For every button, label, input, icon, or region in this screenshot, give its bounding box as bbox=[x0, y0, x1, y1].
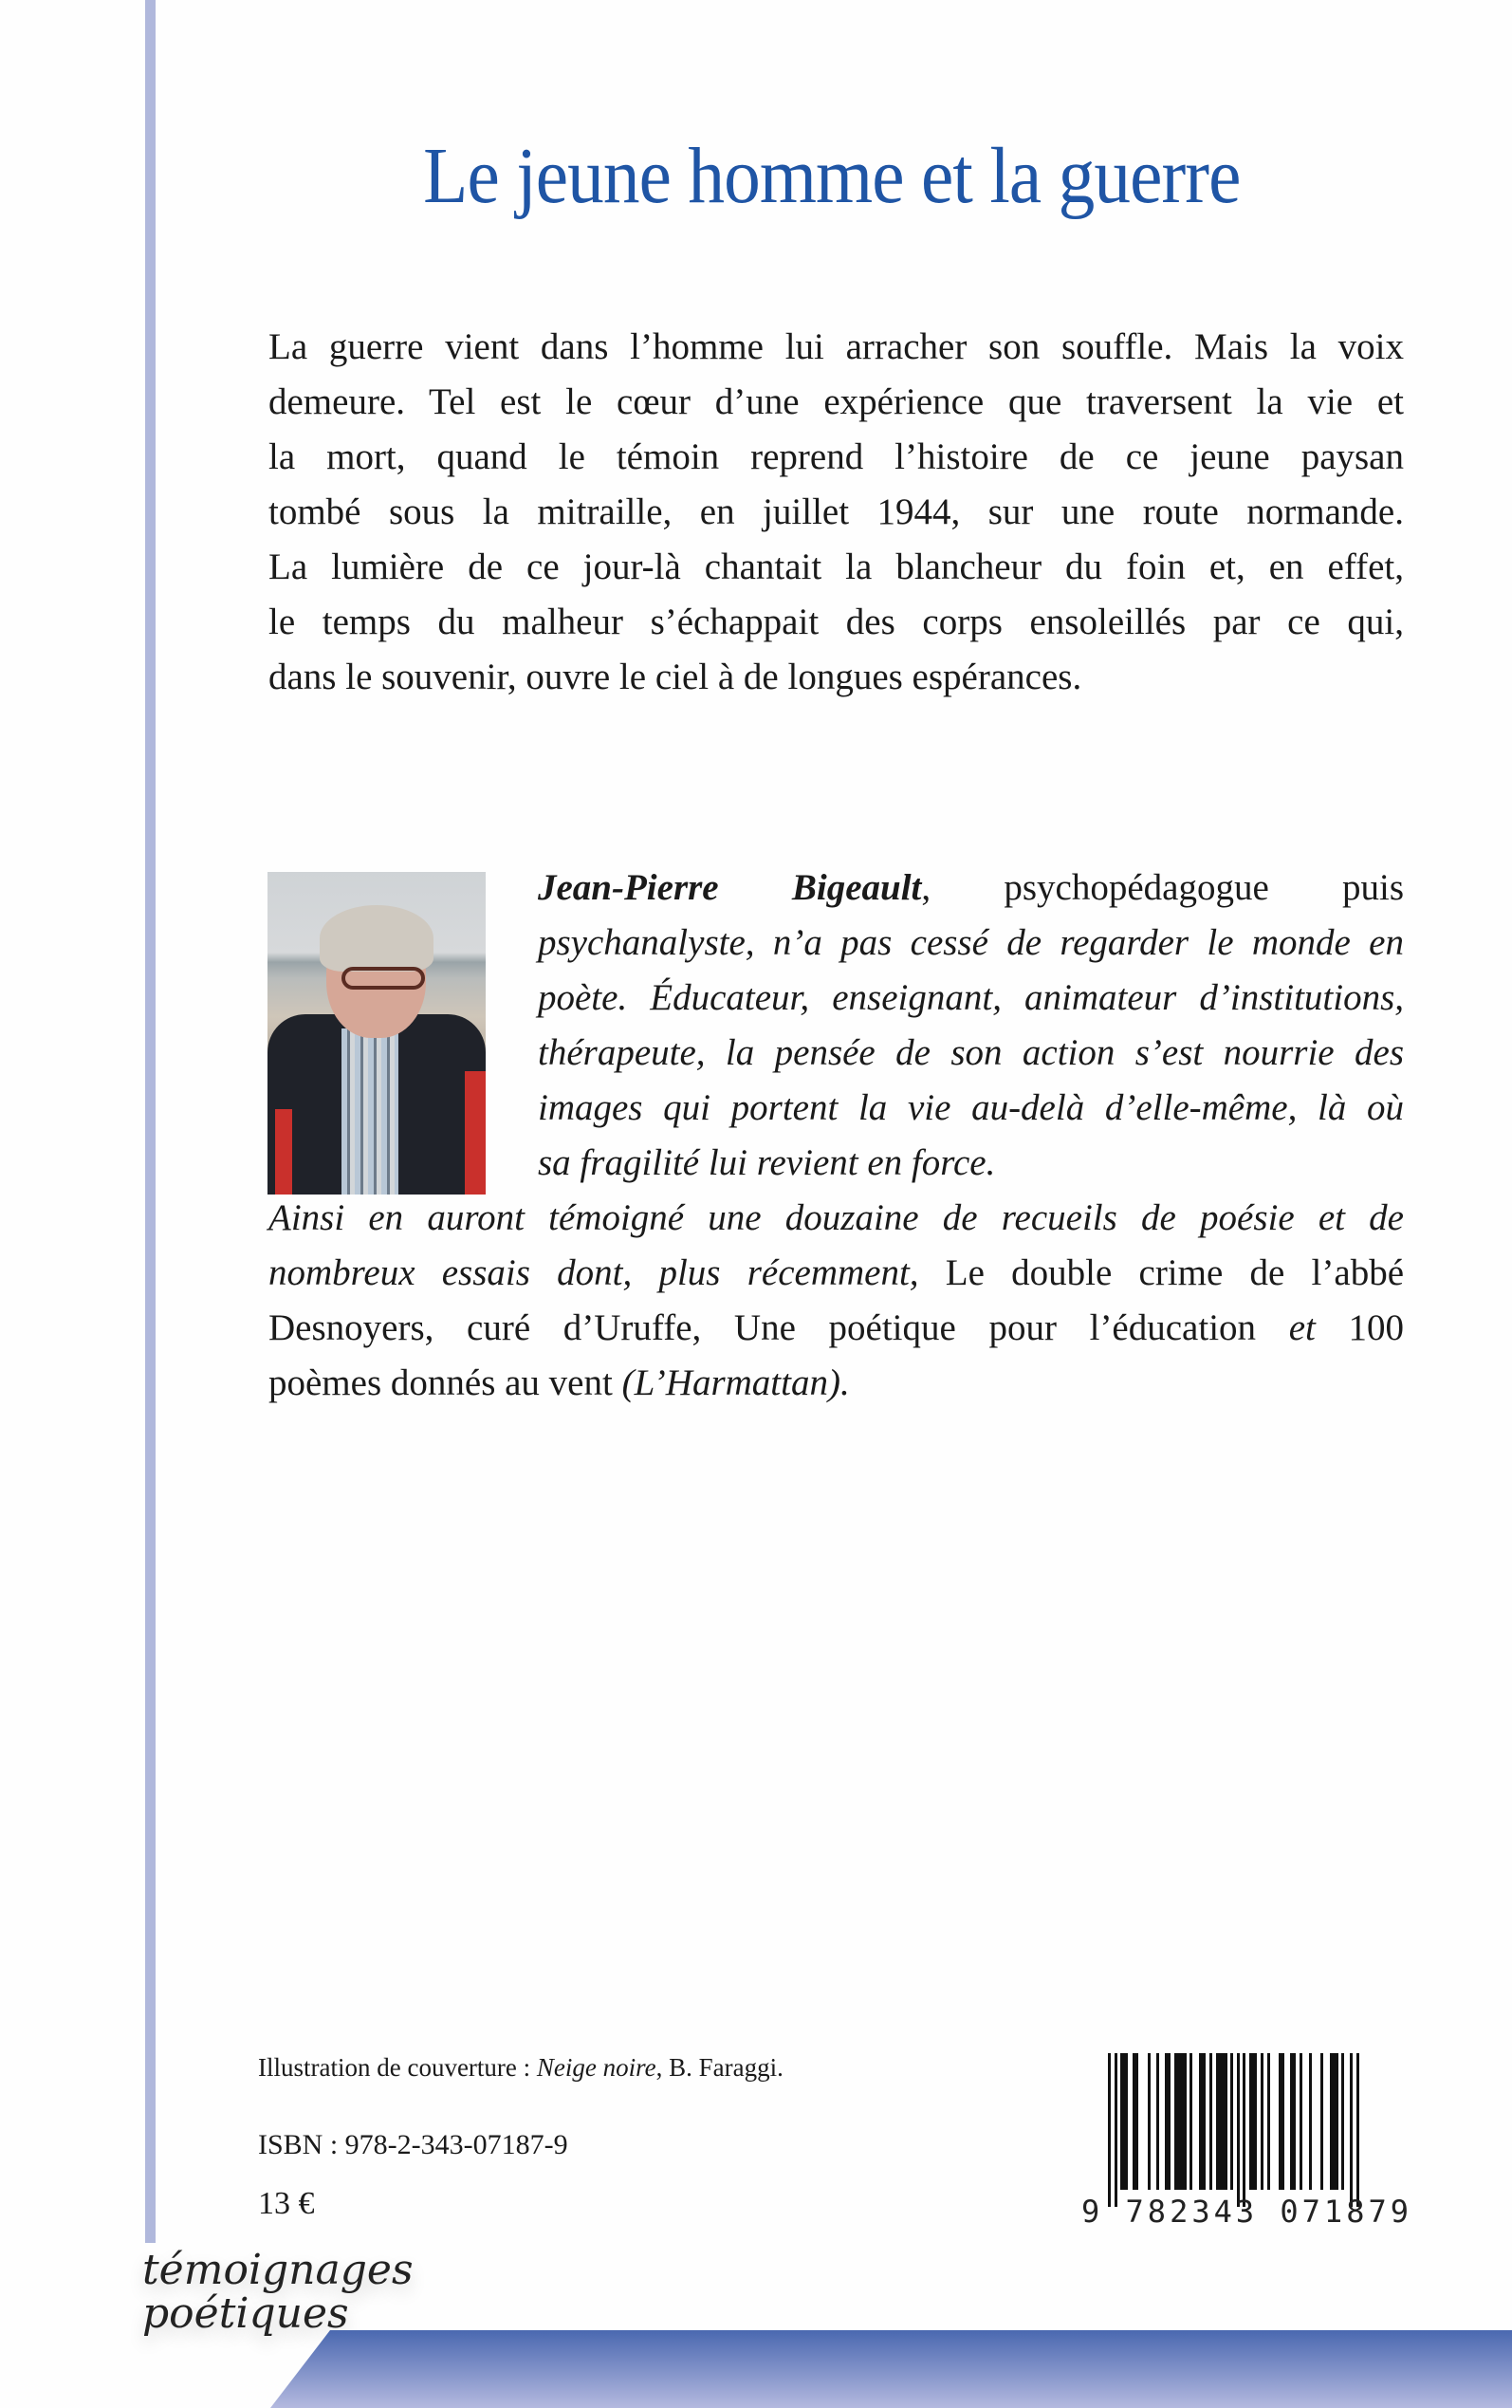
bio-line bbox=[268, 1301, 1404, 1356]
bio-line: poète. Éducateur, enseignant, animateur d’institutions, bbox=[538, 977, 1404, 1018]
credit-work: Neige noire bbox=[536, 2053, 656, 2082]
isbn: ISBN : 978-2-343-07187-9 bbox=[258, 2129, 568, 2160]
bio-line bbox=[268, 1246, 1404, 1301]
summary-line: la mort, quand le témoin reprend l’histoire de ce jeune paysan bbox=[268, 436, 1404, 477]
author-photo bbox=[267, 872, 486, 1195]
bio-text: , psychopédagogue puis bbox=[921, 867, 1405, 908]
author-bio-side bbox=[538, 861, 1404, 1191]
bio-line: psychanalyste, n’a pas cessé de regarder le monde en bbox=[538, 922, 1404, 963]
work-title: Le double crime de l’abbé bbox=[918, 1252, 1405, 1293]
bio-line: Ainsi en auront témoigné une douzaine de recueils de poésie et de bbox=[268, 1197, 1404, 1238]
summary-line: La guerre vient dans l’homme lui arracher son souffle. Mais la voix bbox=[268, 326, 1404, 367]
cover-credit bbox=[258, 2052, 784, 2083]
price: 13 € bbox=[258, 2186, 315, 2221]
photo-jacket bbox=[465, 1071, 486, 1195]
summary-line: La lumière de ce jour-là chantait la blancheur du foin et, en effet, bbox=[268, 546, 1404, 587]
collection-line: témoignages bbox=[142, 2246, 414, 2294]
photo-hair bbox=[320, 905, 433, 972]
author-bio-works bbox=[268, 1191, 1404, 1411]
credit-artist: , B. Faraggi. bbox=[655, 2053, 784, 2082]
summary-paragraph bbox=[268, 320, 1404, 705]
side-bar bbox=[145, 0, 156, 2243]
summary-line: tombé sous la mitraille, en juillet 1944, sur une route normande. bbox=[268, 491, 1404, 532]
bio-line: sa fragilité lui revient en force. bbox=[538, 1142, 996, 1183]
bio-line bbox=[268, 1356, 1404, 1411]
bio-line bbox=[538, 861, 1404, 916]
barcode bbox=[1081, 2049, 1412, 2230]
bio-text: nombreux essais dont, plus récemment, bbox=[268, 1252, 919, 1293]
collection-logo bbox=[142, 2246, 414, 2338]
work-title: poèmes donnés au vent bbox=[268, 1362, 622, 1403]
book-title: Le jeune homme et la guerre bbox=[423, 132, 1241, 220]
bio-line: thérapeute, la pensée de son action s’est nourrie des bbox=[538, 1032, 1404, 1073]
credit-prefix: Illustration de couverture : bbox=[258, 2053, 537, 2082]
summary-line: le temps du malheur s’échappait des corps ensoleillés par ce qui, bbox=[268, 602, 1404, 642]
author-name: Jean-Pierre Bigeault bbox=[538, 867, 922, 908]
photo-jacket bbox=[275, 1109, 292, 1195]
barcode-bars bbox=[1108, 2053, 1402, 2207]
publisher: (L’Harmattan). bbox=[621, 1362, 850, 1403]
work-title: 100 bbox=[1315, 1307, 1404, 1348]
summary-line: demeure. Tel est le cœur d’une expérience que traversent la vie et bbox=[268, 381, 1404, 422]
bio-line: images qui portent la vie au-delà d’elle-même, là où bbox=[538, 1087, 1404, 1128]
barcode-digits: 9 782343 071879 bbox=[1081, 2194, 1412, 2230]
bio-text: et bbox=[1288, 1307, 1316, 1348]
photo-glasses bbox=[341, 967, 425, 990]
summary-line: dans le souvenir, ouvre le ciel à de longues espérances. bbox=[268, 657, 1082, 697]
collection-line: poétiques bbox=[142, 2289, 349, 2338]
bottom-band bbox=[270, 2330, 1512, 2408]
work-title: Desnoyers, curé d’Uruffe, Une poétique pour l’éducation bbox=[268, 1307, 1289, 1348]
photo-shirt bbox=[341, 1028, 398, 1195]
